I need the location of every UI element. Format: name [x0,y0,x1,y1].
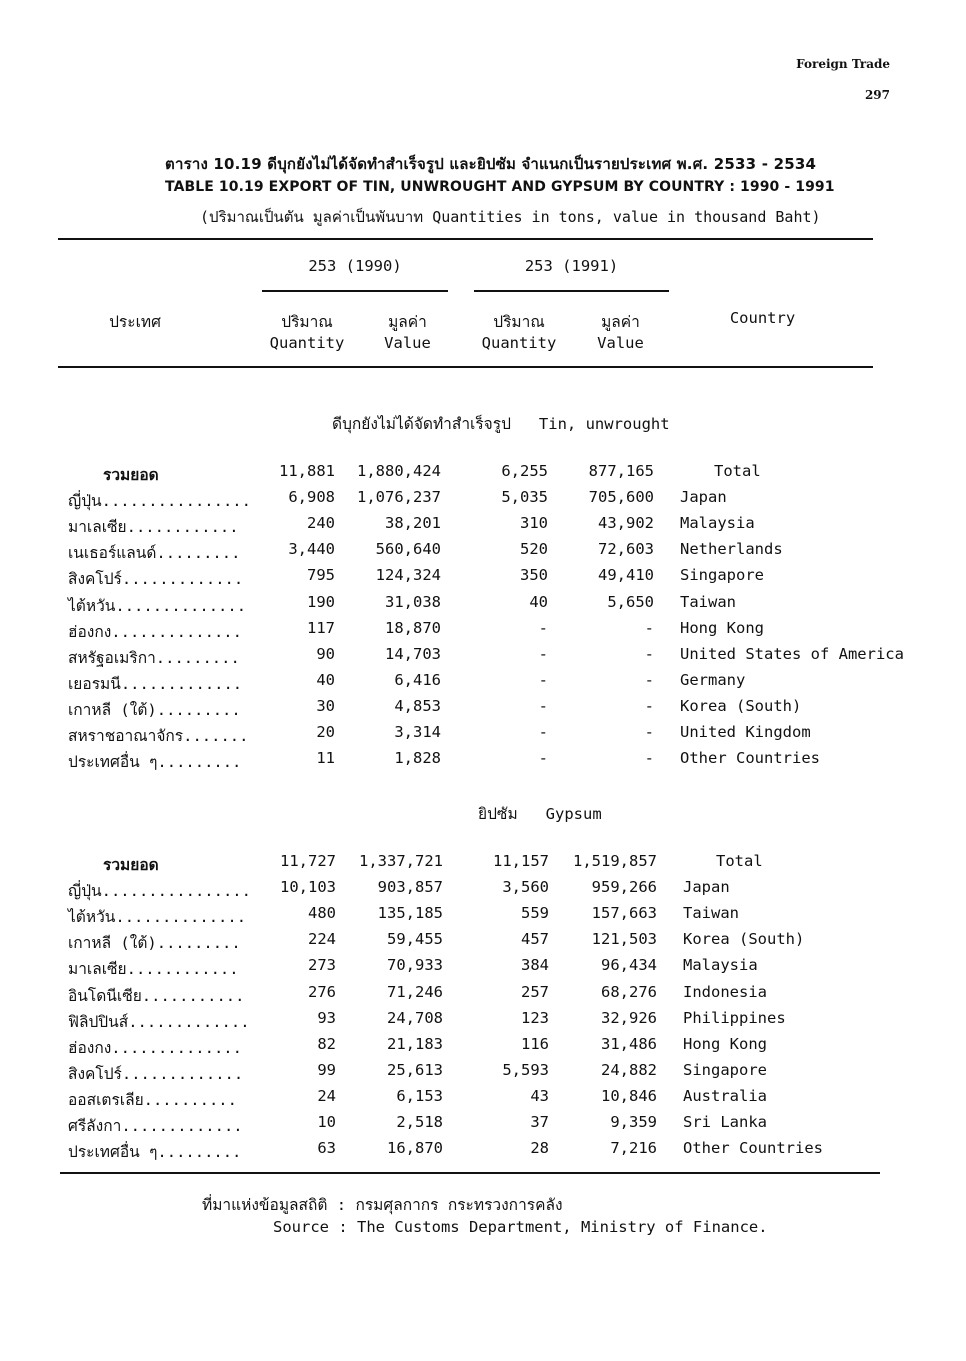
table-row [0,619,966,645]
quantity-1991-cell: 28 [530,1139,549,1158]
country-english-cell: Japan [680,488,727,507]
country-english-cell: Germany [680,670,746,689]
value-1990-cell: 38,201 [385,514,441,533]
quantity-1991-cell: - [538,618,548,637]
value-1990-cell: 21,183 [387,1034,443,1053]
quantity-1990-cell: 190 [307,592,335,611]
country-english-cell: Other Countries [683,1139,823,1158]
total-row [0,852,966,878]
quantity-1990-cell: 276 [308,982,336,1001]
value-1991-cell: - [644,696,654,715]
value-1991-cell: 9,359 [610,1113,657,1131]
country-thai-cell: อินโดนีเซีย........... [68,986,245,1005]
table-row [0,540,966,566]
country-thai-cell: ไต้หวัน.............. [68,596,247,615]
value-1990-cell: 1,828 [394,749,441,768]
country-thai-cell: ฮ่องกง.............. [68,1038,242,1057]
country-thai-cell: เยอรมนี............. [68,674,243,693]
value-1990-cell: 25,613 [387,1060,443,1079]
quantity-1991-cell: 11,157 [493,852,549,870]
table-row [0,514,966,540]
quantity-1991-cell: - [538,644,548,663]
country-english-cell: Hong Kong [683,1034,767,1053]
value-1991-cell: - [644,749,654,768]
country-thai-cell: ศรีลังกา............. [68,1117,243,1135]
quantity-1991-cell: 257 [521,982,549,1001]
quantity-1991-cell: - [538,749,548,768]
quantity-1991-cell: 116 [521,1034,549,1053]
value-1991-cell: - [644,670,654,689]
quantity-1990-cell: 480 [308,904,336,923]
country-english-cell: Singapore [683,1060,767,1079]
table-row [0,671,966,697]
quantity-1990-cell: 82 [317,1034,336,1053]
country-thai-cell: ประเทศอื่น ๆ......... [68,1143,242,1162]
value-1991-cell: - [644,618,654,637]
quantity-1991-cell: 43 [530,1086,549,1105]
year-1990-underline [262,290,448,292]
table-row [0,1061,966,1087]
country-english-cell: Hong Kong [680,618,764,637]
table-row [0,956,966,982]
value-1991-cell: 157,663 [591,904,657,923]
quantity-1991-cell: 6,255 [501,462,548,480]
quantity-1990-cell: 795 [307,566,335,585]
value-1990-cell: 1,337,721 [359,852,443,870]
qty-1990-th-header: ปริมาณ [281,313,333,331]
year-1990-header: 253 (1990) [308,257,402,275]
country-thai-cell: ไต้หวัน.............. [68,908,247,927]
quantity-1990-cell: 11,881 [279,462,335,480]
tin-heading-thai: ดีบุกยังไม่ได้จัดทำสำเร็จรูป [332,415,511,433]
quantity-1991-cell: - [538,670,548,689]
quantity-1990-cell: 3,440 [288,540,335,559]
quantity-1990-cell: 20 [316,723,335,741]
value-1991-cell: 72,603 [598,540,654,559]
country-english-cell: Korea (South) [680,696,802,715]
value-1990-cell: 560,640 [375,540,441,559]
table-row [0,488,966,514]
quantity-1990-cell: 11 [316,749,335,768]
header-bottom-rule [58,366,873,368]
value-1990-cell: 2,518 [396,1113,443,1131]
table-row [0,566,966,592]
quantity-1991-cell: - [538,723,548,741]
quantity-1990-cell: 90 [316,644,335,663]
qty-1990-en-header: Quantity [269,334,345,352]
value-1991-cell: - [644,644,654,663]
value-1991-cell: 877,165 [588,462,654,480]
quantity-1991-cell: - [538,696,548,715]
value-1991-cell: 31,486 [601,1034,657,1053]
country-thai-cell: เนเธอร์แลนด์......... [68,544,241,563]
table-row [0,1035,966,1061]
country-thai-cell: มาเลเซีย............ [68,518,239,537]
value-1991-cell: 49,410 [598,566,654,585]
val-1991-th-header: มูลค่า [601,313,640,331]
table-row [0,1139,966,1165]
country-english-cell: Japan [683,878,730,897]
country-thai-cell: ฮ่องกง.............. [68,622,242,641]
tin-section-heading [332,411,670,436]
table-row [0,593,966,619]
value-1991-cell: 959,266 [591,878,657,897]
table-row [0,878,966,904]
country-en-header: Country [729,309,796,327]
source-english: Source : The Customs Department, Ministry of Finance. [273,1218,768,1236]
quantity-1991-cell: 520 [520,540,548,559]
quantity-1990-cell: 117 [307,618,335,637]
quantity-1991-cell: 3,560 [502,878,549,897]
table-bottom-rule [60,1172,880,1174]
value-1991-cell: 43,902 [598,514,654,533]
value-1990-cell: 24,708 [387,1008,443,1027]
year-1991-underline [474,290,669,292]
value-1990-cell: 16,870 [387,1139,443,1158]
value-1990-cell: 135,185 [377,904,443,923]
country-english-cell: Singapore [680,566,764,585]
country-english-cell: Other Countries [680,749,820,768]
value-1990-cell: 71,246 [387,982,443,1001]
gypsum-heading-thai: ยิปซัม [478,805,518,823]
country-thai-cell: รวมยอด [103,466,159,484]
table-row [0,983,966,1009]
quantity-1991-cell: 457 [521,930,549,949]
country-thai-cell: รวมยอด [103,856,159,874]
country-thai-cell: ญี่ปุ่น................ [68,882,251,901]
country-english-cell: Taiwan [680,592,736,611]
value-1991-cell: 121,503 [591,930,657,949]
quantity-1991-cell: 310 [520,514,548,533]
table-title-thai: ตาราง 10.19 ดีบุกยังไม่ได้จัดทำสำเร็จรูป และยิปซัม จำแนกเป็นรายประเทศ พ.ศ. 2533 - 2534 [165,155,817,173]
quantity-1990-cell: 6,908 [288,488,335,507]
quantity-1990-cell: 10 [317,1113,336,1131]
value-1991-cell: 24,882 [601,1060,657,1079]
value-1990-cell: 124,324 [375,566,441,585]
quantity-1991-cell: 123 [521,1008,549,1027]
value-1991-cell: 32,926 [601,1008,657,1027]
country-english-cell: United States of America [680,644,904,663]
gypsum-section-heading [478,801,602,826]
source-thai: ที่มาแห่งข้อมูลสถิติ : กรมศุลกากร กระทรวงการคลัง [202,1196,563,1214]
quantity-1990-cell: 11,727 [280,852,336,870]
country-thai-cell: สหรัฐอเมริกา......... [68,648,240,667]
page-number: 297 [864,88,890,102]
table-row [0,930,966,956]
units-note: (ปริมาณเป็นตัน มูลค่าเป็นพันบาท Quantities in tons, value in thousand Baht) [200,208,821,226]
country-thai-cell: สิงคโปร์............. [68,570,244,589]
country-thai-cell: ญี่ปุ่น................ [68,492,251,511]
qty-1991-th-header: ปริมาณ [493,313,545,331]
table-row [0,723,966,749]
value-1990-cell: 6,153 [396,1086,443,1105]
table-row [0,1009,966,1035]
quantity-1990-cell: 24 [317,1086,336,1105]
value-1991-cell: 10,846 [601,1086,657,1105]
country-english-cell: Total [716,852,763,870]
gypsum-heading-english: Gypsum [545,805,602,823]
val-1990-th-header: มูลค่า [388,313,427,331]
qty-1991-en-header: Quantity [481,334,557,352]
quantity-1990-cell: 273 [308,956,336,975]
quantity-1990-cell: 240 [307,514,335,533]
country-thai-cell: ฟิลิปปินส์............. [68,1012,250,1031]
country-english-cell: Korea (South) [683,930,805,949]
value-1991-cell: 705,600 [588,488,654,507]
quantity-1991-cell: 559 [521,904,549,923]
value-1991-cell: - [644,723,654,741]
table-row [0,1113,966,1139]
quantity-1991-cell: 5,035 [501,488,548,507]
quantity-1990-cell: 30 [316,696,335,715]
table-row [0,1087,966,1113]
country-english-cell: Philippines [683,1008,786,1027]
country-english-cell: Indonesia [683,982,767,1001]
year-1991-header: 253 (1991) [524,257,619,275]
country-english-cell: Total [714,462,761,480]
table-row [0,749,966,775]
quantity-1990-cell: 224 [308,930,336,949]
tin-heading-english: Tin, unwrought [538,415,670,433]
value-1990-cell: 6,416 [394,670,441,689]
table-row [0,904,966,930]
country-thai-cell: เกาหลี (ใต้)......... [68,700,241,719]
value-1990-cell: 18,870 [385,618,441,637]
country-english-cell: Netherlands [680,540,783,559]
quantity-1991-cell: 350 [520,566,548,585]
quantity-1990-cell: 40 [316,670,335,689]
country-english-cell: Malaysia [680,514,755,533]
value-1990-cell: 1,880,424 [357,462,441,480]
country-thai-cell: ประเทศอื่น ๆ......... [68,753,242,772]
value-1990-cell: 1,076,237 [357,488,441,507]
quantity-1990-cell: 99 [317,1060,336,1079]
quantity-1991-cell: 40 [529,592,548,611]
section-label: Foreign Trade [796,57,890,71]
country-thai-cell: สิงคโปร์............. [68,1064,244,1083]
table-title-english: TABLE 10.19 EXPORT OF TIN, UNWROUGHT AND GYPSUM BY COUNTRY : 1990 - 1991 [165,179,835,195]
quantity-1990-cell: 93 [317,1008,336,1027]
val-1991-en-header: Value [597,334,644,352]
country-english-cell: Malaysia [683,956,758,975]
country-th-header: ประเทศ [109,313,161,331]
value-1991-cell: 7,216 [610,1139,657,1158]
country-thai-cell: เกาหลี (ใต้)......... [68,934,241,953]
table-top-rule [58,238,873,240]
value-1990-cell: 4,853 [394,696,441,715]
quantity-1990-cell: 63 [317,1139,336,1158]
value-1991-cell: 68,276 [601,982,657,1001]
country-english-cell: Taiwan [683,904,739,923]
country-english-cell: Australia [683,1086,767,1105]
val-1990-en-header: Value [384,334,431,352]
country-thai-cell: มาเลเซีย............ [68,960,239,979]
value-1990-cell: 59,455 [387,930,443,949]
value-1991-cell: 1,519,857 [573,852,657,870]
country-thai-cell: ออสเตรเลีย.......... [68,1090,237,1109]
table-row [0,697,966,723]
value-1991-cell: 5,650 [607,592,654,611]
value-1990-cell: 70,933 [387,956,443,975]
value-1990-cell: 3,314 [394,723,441,741]
country-english-cell: Sri Lanka [683,1113,767,1131]
value-1991-cell: 96,434 [601,956,657,975]
total-row [0,462,966,488]
quantity-1991-cell: 37 [530,1113,549,1131]
quantity-1991-cell: 5,593 [502,1060,549,1079]
value-1990-cell: 31,038 [385,592,441,611]
country-thai-cell: สหราชอาณาจักร....... [68,727,249,745]
country-english-cell: United Kingdom [680,723,811,741]
table-row [0,645,966,671]
quantity-1990-cell: 10,103 [280,878,336,897]
value-1990-cell: 14,703 [385,644,441,663]
quantity-1991-cell: 384 [521,956,549,975]
value-1990-cell: 903,857 [377,878,443,897]
